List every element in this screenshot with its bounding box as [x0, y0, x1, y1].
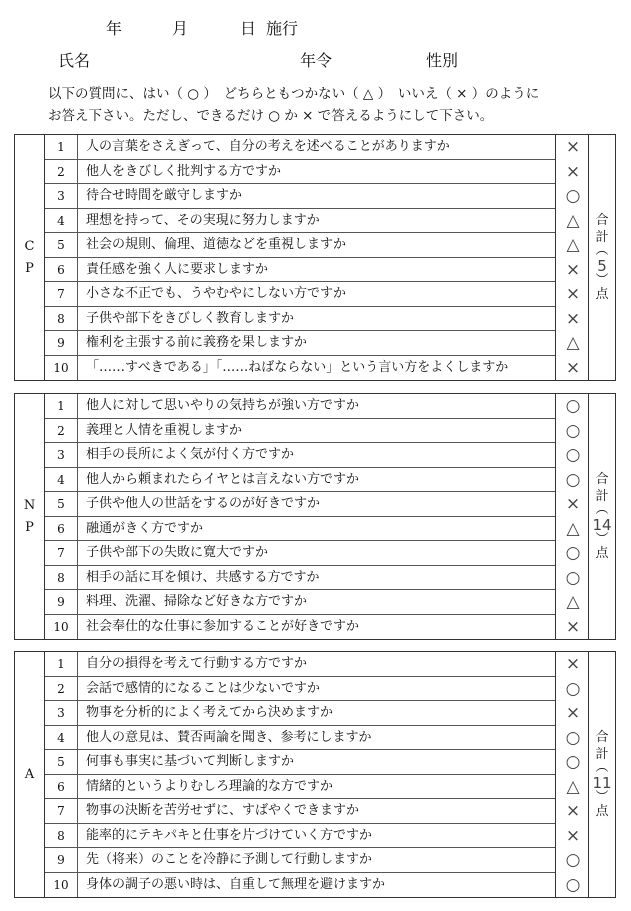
answer-mark: △: [566, 592, 580, 612]
total-label-sum2: 計: [595, 230, 609, 245]
instruction-line-1: 以下の質問に、はい（ ○ ） どちらともつかない（ △ ） いいえ（ × ）のように: [48, 86, 540, 102]
answer-mark: ×: [565, 137, 581, 157]
total-value: 14: [592, 516, 612, 534]
answer-column: [555, 135, 589, 380]
question-text: 何事も事実に基づいて判断しますか: [86, 754, 295, 769]
question-number: 9: [45, 848, 78, 872]
question-row: [45, 394, 555, 419]
total-paren-close: ︶: [595, 273, 609, 288]
question-row: [45, 701, 555, 726]
answer-mark: ○: [565, 678, 581, 699]
question-text: 物事の決断を苦労せずに、すばやくできますか: [86, 803, 360, 818]
question-text: 相手の話に耳を傾け、共感する方ですか: [86, 569, 320, 585]
section-label-char: P: [25, 519, 34, 535]
answer-mark: ○: [565, 396, 581, 416]
total-label-points: 点: [595, 287, 609, 302]
question-number: 3: [45, 184, 78, 208]
question-row: [45, 184, 555, 209]
instruction-line-2: お答え下さい。ただし、できるだけ ○ か × で答えるようにして下さい。: [48, 108, 494, 124]
answer-mark: ○: [565, 543, 581, 563]
question-number: 9: [45, 331, 78, 355]
answer-mark: ○: [565, 186, 581, 206]
total-label-sum1: 合: [595, 730, 609, 745]
day-label: 日: [240, 19, 257, 38]
question-row: [45, 282, 555, 307]
total-label-points: 点: [595, 546, 609, 561]
answer-mark: △: [566, 333, 580, 353]
answer-mark: ×: [565, 801, 581, 821]
question-number: 10: [45, 615, 78, 640]
question-text: 他人をきびしく批判する方ですか: [86, 163, 282, 179]
answer-mark: ×: [565, 825, 581, 846]
section-total: [589, 394, 615, 639]
question-number: 3: [45, 443, 78, 467]
name-label: 氏名: [58, 51, 91, 70]
question-text: 責任感を強く人に要求しますか: [86, 261, 269, 277]
question-row: [45, 135, 555, 160]
question-number: 1: [45, 652, 78, 676]
answer-column: [555, 652, 589, 897]
question-number: 7: [45, 541, 78, 565]
question-number: 4: [45, 468, 78, 492]
total-paren-close: ︶: [595, 532, 609, 547]
total-paren-open: ︵: [595, 760, 609, 775]
question-number: 3: [45, 701, 78, 725]
total-label-sum1: 合: [595, 213, 609, 228]
question-text: 他人の意見は、賛否両論を聞き、参考にしますか: [86, 729, 372, 745]
question-text: 他人から頼まれたらイヤとは言えない方ですか: [86, 471, 360, 487]
section-total: [589, 135, 615, 380]
total-label-points: 点: [595, 804, 609, 819]
question-text: 料理、洗濯、掃除など好きな方ですか: [86, 594, 308, 609]
question-row: [45, 541, 555, 566]
question-row: [45, 873, 555, 898]
answer-mark: ×: [565, 494, 581, 514]
question-text: 他人に対して思いやりの気持ちが強い方ですか: [86, 398, 360, 413]
total-label-sum2: 計: [595, 747, 609, 762]
question-text: 融通がきく方ですか: [86, 520, 204, 536]
section-label-char: C: [24, 238, 35, 254]
answer-mark: △: [566, 235, 580, 255]
answer-mark: ×: [565, 357, 581, 378]
question-row: [45, 677, 555, 702]
question-row: [45, 750, 555, 775]
question-number: 2: [45, 419, 78, 443]
question-number: 2: [45, 677, 78, 701]
question-number: 10: [45, 356, 78, 381]
question-number: 2: [45, 160, 78, 184]
month-label: 月: [172, 19, 189, 38]
answer-mark: △: [566, 210, 580, 231]
question-number: 6: [45, 517, 78, 541]
question-row: [45, 258, 555, 283]
section-a: [14, 651, 616, 898]
question-number: 6: [45, 775, 78, 799]
year-label: 年: [106, 19, 123, 38]
question-number: 10: [45, 873, 78, 898]
question-row: [45, 331, 555, 356]
section-np: [14, 393, 616, 640]
question-row: [45, 824, 555, 849]
question-number: 7: [45, 799, 78, 823]
question-number: 1: [45, 394, 78, 418]
question-row: [45, 566, 555, 591]
answer-mark: ×: [565, 259, 581, 280]
question-text: 社会奉仕的な仕事に参加することが好きですか: [86, 618, 360, 634]
answer-mark: ○: [565, 445, 581, 465]
question-row: [45, 160, 555, 185]
question-row: [45, 419, 555, 444]
section-label-char: P: [25, 260, 34, 276]
question-row: [45, 775, 555, 800]
total-paren-open: ︵: [595, 502, 609, 517]
question-text: 情緒的というよりむしろ理論的な方ですか: [86, 778, 334, 794]
question-row: [45, 652, 555, 677]
question-number: 9: [45, 590, 78, 614]
question-text: 子供や部下の失敗に寛大ですか: [86, 545, 269, 560]
total-value: 5: [597, 257, 607, 275]
answer-column: [555, 394, 589, 639]
answer-mark: △: [566, 776, 580, 797]
gender-label: 性別: [426, 51, 459, 70]
question-text: 理想を持って、その実現に努力しますか: [86, 212, 320, 228]
section-total: [589, 652, 615, 897]
answer-mark: ○: [565, 752, 581, 772]
question-text: 権利を主張する前に義務を果しますか: [86, 335, 308, 350]
question-text: 「……すべきである」「……ねばならない」という言い方をよくしますか: [86, 359, 509, 375]
answer-mark: ○: [565, 874, 581, 895]
answer-mark: ×: [565, 616, 581, 637]
answer-mark: ○: [565, 850, 581, 870]
total-value: 11: [592, 774, 612, 792]
question-number: 8: [45, 824, 78, 848]
question-number: 5: [45, 492, 78, 516]
answer-mark: ×: [565, 654, 581, 674]
question-row: [45, 356, 555, 381]
question-text: 自分の損得を考えて行動する方ですか: [86, 656, 308, 671]
total-label-sum1: 合: [595, 472, 609, 487]
question-text: 先（将来）のことを冷静に予測して行動しますか: [86, 852, 373, 867]
question-row: [45, 209, 555, 234]
question-row: [45, 726, 555, 751]
question-text: 相手の長所によく気が付く方ですか: [86, 447, 295, 462]
question-number: 1: [45, 135, 78, 159]
question-text: 子供や部下をきびしく教育しますか: [86, 310, 295, 326]
question-text: 能率的にテキパキと仕事を片づけていく方ですか: [86, 827, 373, 843]
section-label: [15, 394, 45, 639]
section-label: [15, 135, 45, 380]
question-text: 社会の規則、倫理、道徳などを重視しますか: [86, 237, 347, 252]
question-text: 会話で感情的になることは少ないですか: [86, 680, 321, 696]
question-row: [45, 233, 555, 258]
question-number: 6: [45, 258, 78, 282]
question-number: 5: [45, 750, 78, 774]
question-row: [45, 307, 555, 332]
question-number: 4: [45, 726, 78, 750]
age-label: 年令: [300, 51, 333, 70]
answer-mark: ×: [565, 308, 581, 329]
enforced-label: 施行: [266, 19, 299, 38]
answer-mark: ○: [565, 567, 581, 588]
question-row: [45, 848, 555, 873]
answer-mark: ×: [565, 284, 581, 304]
question-number: 4: [45, 209, 78, 233]
question-row: [45, 517, 555, 542]
answer-mark: ○: [565, 469, 581, 490]
total-paren-open: ︵: [595, 243, 609, 258]
question-number: 8: [45, 307, 78, 331]
section-cp: [14, 134, 616, 381]
question-text: 義理と人情を重視しますか: [86, 422, 243, 438]
answer-mark: ×: [565, 161, 581, 182]
total-label-sum2: 計: [595, 489, 609, 504]
question-text: 物事を分析的によく考えてから決めますか: [86, 705, 334, 720]
section-label-char: A: [24, 766, 35, 782]
question-row: [45, 799, 555, 824]
answer-mark: ×: [565, 703, 581, 723]
section-label-char: N: [23, 497, 36, 513]
question-text: 子供や他人の世話をするのが好きですか: [86, 496, 321, 511]
section-label: [15, 652, 45, 897]
question-number: 8: [45, 566, 78, 590]
question-text: 小さな不正でも、うやむやにしない方ですか: [86, 286, 347, 301]
question-row: [45, 492, 555, 517]
question-text: 身体の調子の悪い時は、自重して無理を避けますか: [86, 876, 386, 892]
question-row: [45, 443, 555, 468]
question-row: [45, 590, 555, 615]
answer-mark: ○: [565, 420, 581, 441]
question-text: 人の言葉をさえぎって、自分の考えを述べることがありますか: [86, 139, 450, 154]
question-row: [45, 615, 555, 640]
total-paren-close: ︶: [595, 790, 609, 805]
question-number: 5: [45, 233, 78, 257]
answer-mark: △: [566, 518, 580, 539]
question-row: [45, 468, 555, 493]
question-number: 7: [45, 282, 78, 306]
question-text: 待合せ時間を厳守しますか: [86, 188, 243, 203]
answer-mark: ○: [565, 727, 581, 748]
